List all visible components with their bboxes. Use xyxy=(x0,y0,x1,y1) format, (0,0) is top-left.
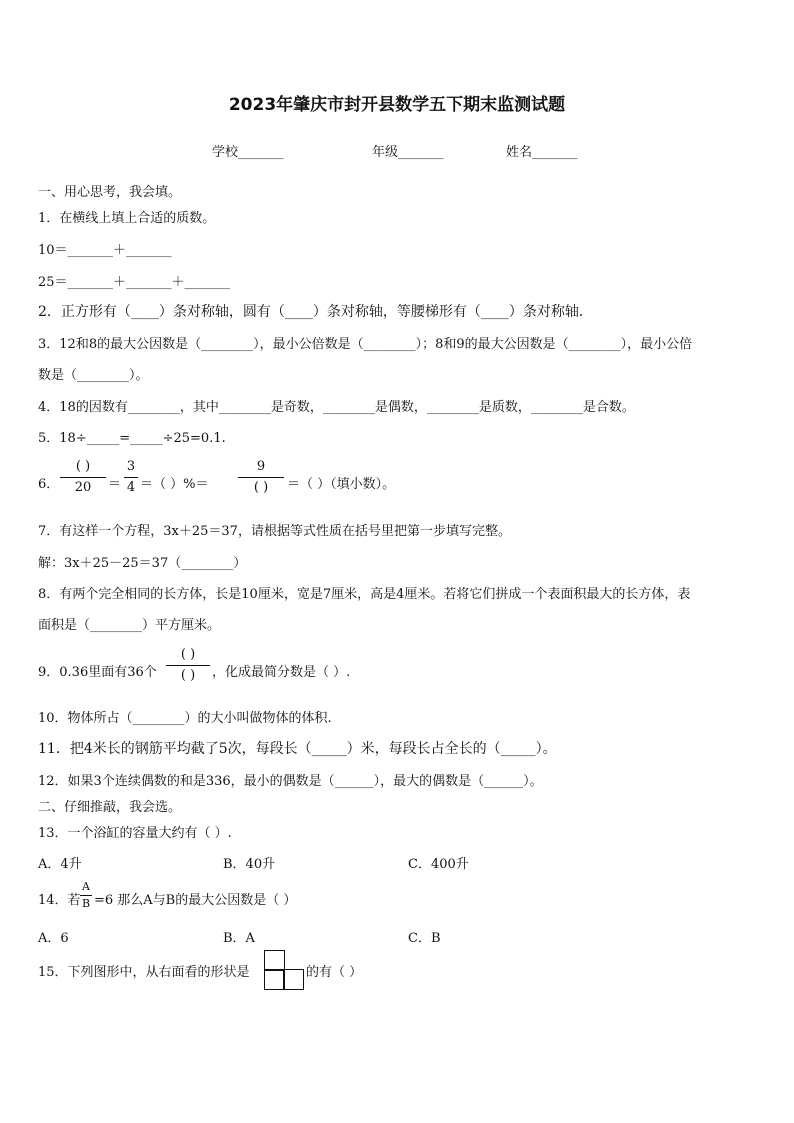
question-6-tail: ＝（ ）（填小数）。 xyxy=(287,477,396,492)
shape-square-top-left xyxy=(264,950,285,971)
question-1: 1．在横线上填上合适的质数。 xyxy=(38,211,216,226)
question-9-suffix: ，化成最简分数是（ ）. xyxy=(212,665,351,680)
question-2: 2．正方形有（____）条对称轴，圆有（____）条对称轴，等腰梯形有（____）条对称轴． xyxy=(38,304,593,320)
name-field: 姓名_______ xyxy=(506,145,578,160)
q9-fraction-numerator: ( ) xyxy=(180,647,196,662)
question-9-fraction xyxy=(166,646,210,685)
section-1-heading: 一、用心思考，我会填。 xyxy=(38,185,182,200)
question-11: 11．把4米长的钢筋平均截了5次，每段长（_____）米，每段长占全长的（_____）。 xyxy=(38,741,557,757)
question-5: 5．18÷_____=_____÷25=0.1. xyxy=(38,431,226,446)
q14-fraction-denominator: B xyxy=(81,897,91,910)
question-7-solution: 解：3x＋25－25＝37（________） xyxy=(38,556,247,571)
question-15-suffix: 的有（ ） xyxy=(306,965,363,980)
question-3-line-2: 数是（________）。 xyxy=(38,368,149,383)
question-6-fraction-3 xyxy=(238,458,284,497)
fraction-1-denominator: 20 xyxy=(74,480,92,495)
question-14-option-a: A．6 xyxy=(38,931,69,946)
fraction-3-numerator: 9 xyxy=(256,459,266,474)
question-9-prefix: 9．0.36里面有36个 xyxy=(38,665,157,680)
question-8-line-2: 面积是（________）平方厘米。 xyxy=(38,618,221,633)
q9-fraction-denominator: ( ) xyxy=(180,668,196,683)
shape-square-bottom-left xyxy=(264,969,285,990)
shape-square-bottom-right xyxy=(283,969,304,990)
school-field: 学校_______ xyxy=(212,145,284,160)
question-6-fraction-1 xyxy=(60,458,106,497)
question-4: 4．18的因数有________，其中________是奇数，________是偶数，________是质数，________是合数。 xyxy=(38,400,635,415)
question-14-prefix: 14．若 xyxy=(38,893,81,908)
section-2-heading: 二、仔细推敲，我会选。 xyxy=(38,800,182,815)
grade-field: 年级_______ xyxy=(372,145,444,160)
question-10: 10．物体所占（________）的大小叫做物体的体积. xyxy=(38,711,332,726)
fraction-2-numerator: 3 xyxy=(126,459,136,474)
page-title: 2023年肇庆市封开县数学五下期末监测试题 xyxy=(228,95,566,115)
question-15-prefix: 15．下列图形中，从右面看的形状是 xyxy=(38,965,250,980)
right-view-shape-diagram xyxy=(264,950,304,990)
fraction-3-denominator: ( ) xyxy=(253,480,269,495)
question-7: 7．有这样一个方程，3x＋25＝37，请根据等式性质在括号里把第一步填写完整。 xyxy=(38,524,511,539)
question-3-line-1: 3．12和8的最大公因数是（________），最小公倍数是（________）；8和9的最大公因数是（________），最小公倍 xyxy=(38,337,693,352)
question-13-option-a: A．4升 xyxy=(38,857,82,872)
question-6-fraction-2 xyxy=(124,458,138,497)
question-14-option-c: C．B xyxy=(408,931,441,946)
question-14-fraction xyxy=(80,880,92,911)
q14-fraction-numerator: A xyxy=(82,880,90,893)
question-13: 13．一个浴缸的容量大约有（ ）. xyxy=(38,826,232,841)
question-6-middle: ＝（ ）%＝ xyxy=(140,477,209,492)
question-6-equals: ＝ xyxy=(108,477,122,492)
question-8-line-1: 8．有两个完全相同的长方体，长是10厘米，宽是7厘米，高是4厘米。若将它们拼成一个表面积最大的长方体，表 xyxy=(38,587,691,602)
question-1-line-a: 10＝_______＋_______ xyxy=(38,243,172,258)
question-13-option-b: B．40升 xyxy=(223,857,276,872)
question-14-suffix: =6 那么A与B的最大公因数是（ ） xyxy=(94,893,297,908)
question-6-number: 6． xyxy=(38,477,60,492)
question-12: 12．如果3个连续偶数的和是336，最小的偶数是（______），最大的偶数是（______）。 xyxy=(38,774,543,789)
question-14-option-b: B．A xyxy=(223,931,255,946)
question-1-line-b: 25＝_______＋_______＋_______ xyxy=(38,275,231,290)
fraction-1-numerator: ( ) xyxy=(75,459,91,474)
fraction-2-denominator: 4 xyxy=(126,480,136,495)
question-13-option-c: C．400升 xyxy=(408,857,469,872)
